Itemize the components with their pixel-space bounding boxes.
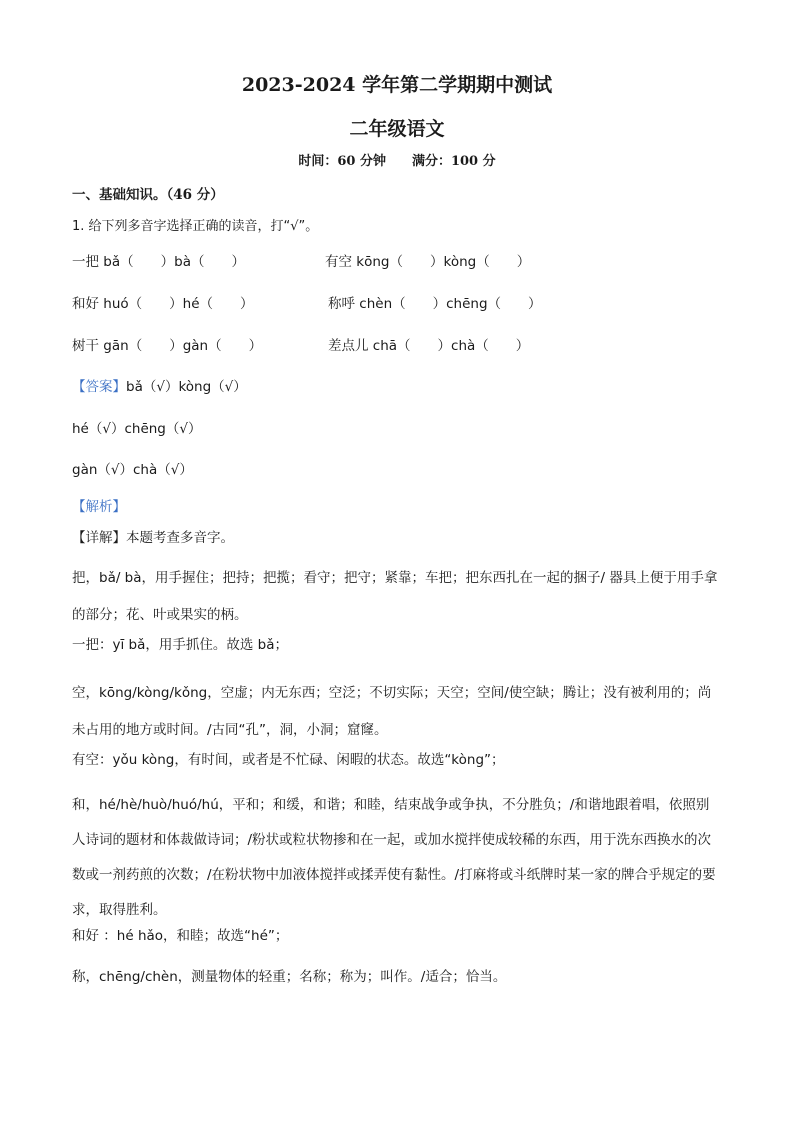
analysis-paragraph: 和好 ：hé hǎo，和睦；故选“hé”； <box>72 928 289 944</box>
analysis-paragraph: 空，kōng/kòng/kǒng，空虚；内无东西；空泛；不切实际；天空；空间/使空缺；腾让；没有被利用的；尚未占用的地方或时间。/古同“孔”，洞，小洞；窟窿。 <box>72 685 712 738</box>
analysis-paragraph: 一把：yī bǎ，用手抓住。故选 bǎ； <box>72 637 289 653</box>
exam-meta <box>0 150 794 169</box>
question-row-right: 称呼 chèn（ ）chēng（ ） <box>328 296 542 312</box>
analysis-paragraph: 和，hé/hè/huò/huó/hú，平和；和缓，和谐；和睦，结束战争或争执，不分胜负；/和谐地跟着唱，依照别人诗词的题材和体裁做诗词；/粉状或粒状物掺和在一起，或加水搅拌使成较稀的东西，用于洗东西换水的次数或一剂药煎的次数；/在粉状物中加液体搅拌或揉弄使有黏性。/打麻将或斗纸牌时某一家的牌合乎规定的要求，取得胜利。 <box>72 797 716 918</box>
analysis-paragraph: 把，bǎ/ bà，用手握住；把持；把揽；看守；把守；紧靠；车把；把东西扎在一起的捆子/ 器具上便于用手拿的部分；花、叶或果实的柄。 <box>72 570 718 623</box>
question-row-left: 一把 bǎ（ ）bà（ ） <box>72 254 245 270</box>
question-prompt: 1. 给下列多音字选择正确的读音，打“√”。 <box>72 219 319 234</box>
answer-text: bǎ（√）kòng（√） <box>126 379 247 395</box>
answer-label: 【答案】 <box>72 379 126 395</box>
exam-score: 满分：100 分 <box>411 154 496 169</box>
analysis-label: 【解析】 <box>72 499 126 515</box>
answer-line <box>72 375 247 395</box>
analysis-paragraph: 有空：yǒu kòng，有时间，或者是不忙碌、闲暇的状态。故选“kòng”； <box>72 752 505 768</box>
question-row-left: 树干 gān（ ）gàn（ ） <box>72 338 263 354</box>
answer-line: hé（√）chēng（√） <box>72 421 202 437</box>
question-row-right: 差点儿 chā（ ）chà（ ） <box>328 338 530 354</box>
exam-subtitle: 二年级语文 <box>349 118 445 140</box>
exam-title: 2023-2024 学年第二学期期中测试 <box>241 74 553 96</box>
section-title: 一、基础知识。（46 分） <box>72 187 224 203</box>
answer-line: gàn（√）chà（√） <box>72 462 193 478</box>
question-row-right: 有空 kōng（ ）kòng（ ） <box>325 254 531 270</box>
question-row-left: 和好 huó（ ）hé（ ） <box>72 296 254 312</box>
analysis-paragraph: 称，chēng/chèn，测量物体的轻重；名称；称为；叫作。/适合；恰当。 <box>72 969 507 985</box>
exam-time: 时间：60 分钟 <box>298 154 386 169</box>
analysis-detail: 【详解】本题考查多音字。 <box>72 530 234 546</box>
